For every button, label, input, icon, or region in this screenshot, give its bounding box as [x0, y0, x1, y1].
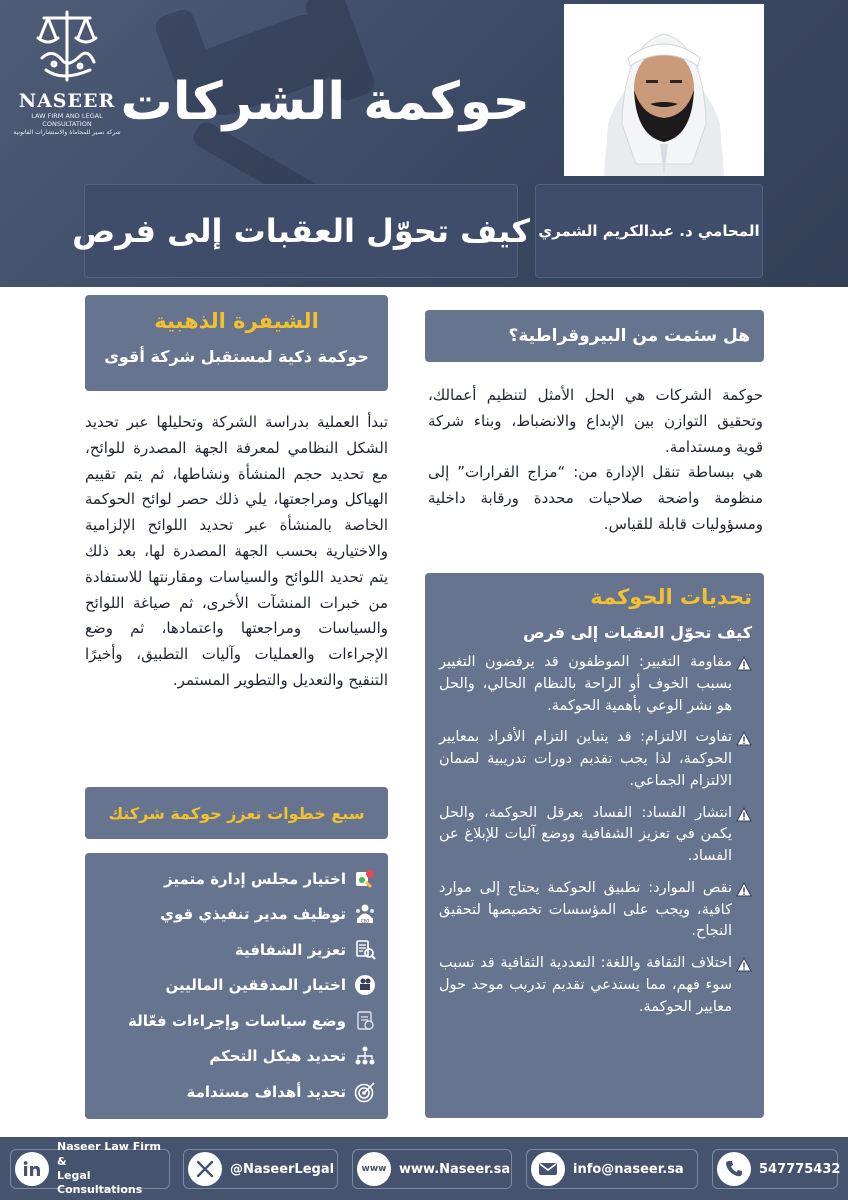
challenge-text: انتشار الفساد: الفساد يعرقل الحوكمة، والحل يكمن في تعزيز الشفافية ووضع آليات للإبلاغ عن الفساد.	[439, 804, 732, 864]
subtitle-panel	[72, 184, 530, 278]
auditor-icon	[354, 974, 376, 996]
warning-icon	[736, 807, 752, 823]
bureaucracy-text	[428, 383, 763, 538]
linkedin-label-line-1: Naseer Law Firm &	[57, 1140, 161, 1168]
step-item	[95, 897, 376, 933]
policy-icon	[354, 1010, 376, 1032]
steps-title-panel	[85, 787, 388, 839]
linkedin-icon	[15, 1152, 49, 1186]
challenge-text: اختلاف الثقافة واللغة: التعددية الثقافية قد تسبب سوء فهم، مما يستدعي تقديم تدريب موحد حول معايير الحوكمة.	[439, 955, 732, 1015]
golden-code-subtitle: حوكمة ذكية لمستقبل شركة أقوى	[104, 347, 369, 366]
golden-code-panel	[85, 295, 388, 391]
author-photo	[564, 4, 764, 176]
golden-code-title: الشيفرة الذهبية	[154, 309, 319, 333]
svg-text:CEO: CEO	[360, 918, 370, 924]
ceo-icon	[354, 903, 376, 925]
step-label: اختيار المدققين الماليين	[165, 976, 346, 995]
checklist-icon	[354, 868, 376, 890]
warning-icon	[736, 656, 752, 672]
challenges-panel	[425, 573, 764, 1118]
phone-icon	[717, 1152, 751, 1186]
step-label: تحديد أهداف مستدامة	[186, 1082, 346, 1101]
page-title: حوكمة الشركات	[120, 72, 530, 132]
step-label: اختيار مجلس إدارة متميز	[164, 869, 346, 888]
challenges-title: تحديات الحوكمة	[590, 585, 752, 609]
bureaucracy-title-panel	[425, 310, 764, 362]
author-portrait-image	[564, 4, 764, 176]
linkedin-link[interactable]	[10, 1140, 170, 1197]
process-paragraph: تبدأ العملية بدراسة الشركة وتحليلها عبر تحديد الشكل النظامي لمعرفة الجهة المصدرة للوائح، مع تحديد حجم المنشأة ونشاطها، ثم يتم تقييم الهياكل ومراجعتها، يلي ذلك حصر لوائح الحوكمة الخاصة بالمنشأة عبر تحديد اللوائح الإلزامية والاختيارية بحسب الجهة المصدرة لها، بعد ذلك يتم تحديد اللوائح والسياسات ومقارنتها للاستفادة من خبرات المنشآت الأخرى، ثم صياغة اللوائح والسياسات ومراجعتها واعتمادها، ثم وضع الإجراءات والعمليات وآليات التطبيق، وأخيرًا التنقيح والتعديل والتطوير المستمر.	[85, 413, 388, 689]
challenge-item	[439, 953, 752, 1018]
header-banner	[0, 0, 848, 287]
challenge-item	[439, 878, 752, 943]
step-item	[95, 861, 376, 897]
steps-list	[85, 853, 388, 1119]
warning-icon	[736, 731, 752, 747]
step-label: توظيف مدير تنفيذي قوي	[160, 905, 346, 924]
email-label: info@naseer.sa	[573, 1161, 684, 1177]
hierarchy-icon	[354, 1045, 376, 1067]
logo-subtitle-en: LAW FIRM AND LEGAL CONSULTATION	[31, 112, 103, 128]
x-twitter-icon	[188, 1152, 222, 1186]
challenge-text: تفاوت الالتزام: قد يتباين التزام الأفراد بمعايير الحوكمة، لذا يجب تقديم دورات تدريبية لضمان الالتزام الجماعي.	[439, 729, 732, 789]
step-label: تحديد هيكل التحكم	[209, 1047, 346, 1066]
logo-name: NASEER	[18, 90, 116, 112]
bureaucracy-paragraph-1: حوكمة الشركات هي الحل الأمثل لتنظيم أعمالك، وتحقيق التوازن بين الإبداع والانضباط، وبناء شركة قوية ومستدامة.	[428, 386, 763, 456]
challenge-item	[439, 727, 752, 792]
challenge-item	[439, 652, 752, 717]
step-item	[95, 932, 376, 968]
web-icon-label: www	[361, 1164, 387, 1174]
phone-link[interactable]	[712, 1149, 841, 1189]
naseer-logo-mark-icon	[32, 8, 102, 86]
steps-title: سبع خطوات تعزز حوكمة شركتك	[108, 803, 365, 823]
logo-subtitle-ar: شركة نصير للمحاماة والاستشارات القانونية	[13, 128, 121, 136]
x-twitter-link[interactable]	[183, 1149, 338, 1189]
x-handle: @NaseerLegal	[230, 1161, 335, 1177]
step-item	[95, 1074, 376, 1110]
phone-label: 547775432	[759, 1161, 841, 1177]
web-icon	[357, 1152, 391, 1186]
website-link[interactable]	[352, 1149, 512, 1189]
email-link[interactable]	[526, 1149, 698, 1189]
linkedin-label	[57, 1140, 169, 1197]
mail-icon	[531, 1152, 565, 1186]
step-label: وضع سياسات وإجراءات فعّالة	[128, 1011, 346, 1030]
challenge-item	[439, 803, 752, 868]
step-item	[95, 968, 376, 1004]
step-item	[95, 1039, 376, 1075]
step-label: تعزيز الشفافية	[234, 940, 346, 959]
target-icon	[354, 1081, 376, 1103]
author-name: المحامي د. عبدالكريم الشمري	[538, 222, 760, 240]
challenges-subtitle: كيف تحوّل العقبات إلى فرص	[523, 623, 752, 642]
contact-footer	[0, 1137, 848, 1200]
linkedin-label-line-2: Legal Consultations	[57, 1169, 143, 1197]
bureaucracy-title: هل سئمت من البيروقراطية؟	[508, 326, 750, 346]
step-item	[95, 1003, 376, 1039]
challenge-text: مقاومة التغيير: الموظفون قد يرفضون التغيير بسبب الخوف أو الراحة بالنظام الحالي، والحل هو نشر الوعي بأهمية الحوكمة.	[439, 654, 732, 714]
author-panel	[535, 184, 763, 278]
website-label: www.Naseer.sa	[399, 1161, 511, 1177]
warning-icon	[736, 882, 752, 898]
page-subtitle: كيف تحوّل العقبات إلى فرص	[72, 212, 530, 250]
magnifier-document-icon	[354, 939, 376, 961]
bureaucracy-paragraph-2: هي ببساطة تنقل الإدارة من: “مزاج القرارات” إلى منظومة واضحة صلاحيات محددة ورقابة داخلية ومسؤوليات قابلة للقياس.	[428, 463, 763, 533]
challenge-text: نقص الموارد: تطبيق الحوكمة يحتاج إلى موارد كافية، ويجب على المؤسسات تخصيصها لتحقيق النجاح.	[439, 879, 732, 940]
warning-icon	[736, 957, 752, 973]
naseer-logo	[12, 8, 122, 140]
